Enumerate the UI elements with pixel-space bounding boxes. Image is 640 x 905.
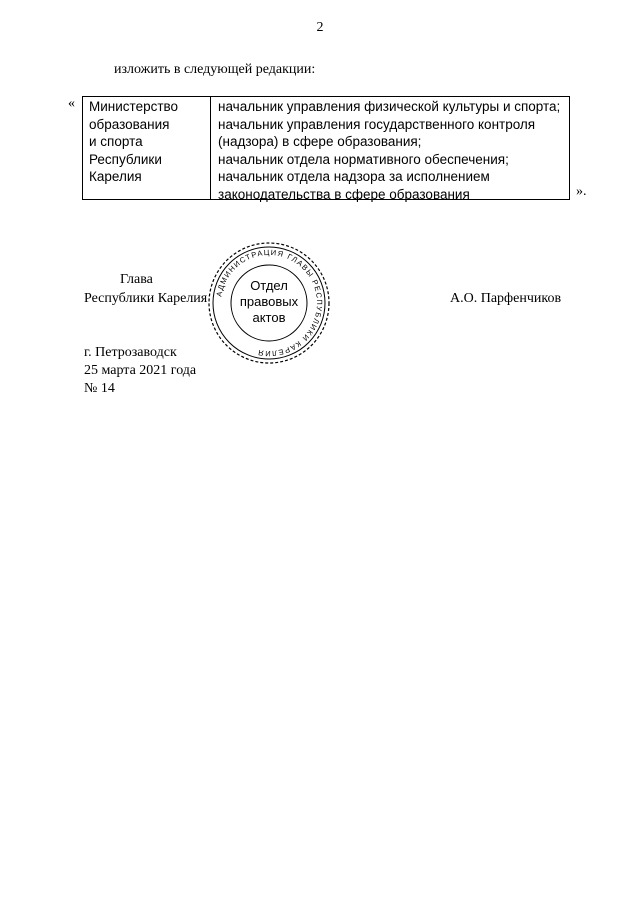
left-cell-line: и спорта bbox=[89, 134, 143, 150]
issue-date: 25 марта 2021 года bbox=[84, 363, 197, 378]
signer-title-line1: Глава bbox=[120, 272, 153, 287]
left-cell-line: образования bbox=[89, 116, 170, 132]
right-cell-line: начальник отдела нормативного обеспечения; bbox=[218, 151, 509, 167]
stamp-ring-text: АДМИНИСТРАЦИЯ ГЛАВЫ РЕСПУБЛИКИ КАРЕЛИЯ bbox=[214, 247, 325, 359]
issue-place: г. Петрозаводск bbox=[84, 345, 177, 360]
table-right-cell bbox=[218, 98, 570, 204]
stamp-line3: актов bbox=[252, 310, 286, 325]
right-cell-line: (надзора) в сфере образования; bbox=[218, 134, 422, 150]
right-cell-line: начальник управления физической культуры и спорта; bbox=[218, 99, 561, 114]
right-cell-line: начальник отдела надзора за исполнением bbox=[218, 169, 490, 185]
document-number: № 14 bbox=[84, 381, 115, 396]
closing-quote: ». bbox=[576, 184, 587, 199]
left-cell-line: Карелия bbox=[89, 169, 142, 185]
official-stamp bbox=[206, 240, 332, 366]
opening-quote: « bbox=[68, 96, 75, 111]
left-cell-line: Республики bbox=[89, 151, 162, 167]
stamp-line1: Отдел bbox=[250, 278, 288, 293]
stamp-line2: правовых bbox=[239, 294, 299, 309]
signer-name: А.О. Парфенчиков bbox=[450, 291, 562, 306]
right-cell-line: законодательства в сфере образования bbox=[218, 186, 470, 202]
left-cell-line: Министерство bbox=[89, 99, 179, 114]
table-column-divider bbox=[210, 96, 211, 200]
page-number: 2 bbox=[316, 20, 324, 35]
table-left-cell bbox=[89, 98, 207, 186]
intro-text: изложить в следующей редакции: bbox=[114, 62, 316, 77]
right-cell-line: начальник управления государственного контроля bbox=[218, 116, 536, 132]
signer-title-line2: Республики Карелия bbox=[84, 291, 208, 306]
